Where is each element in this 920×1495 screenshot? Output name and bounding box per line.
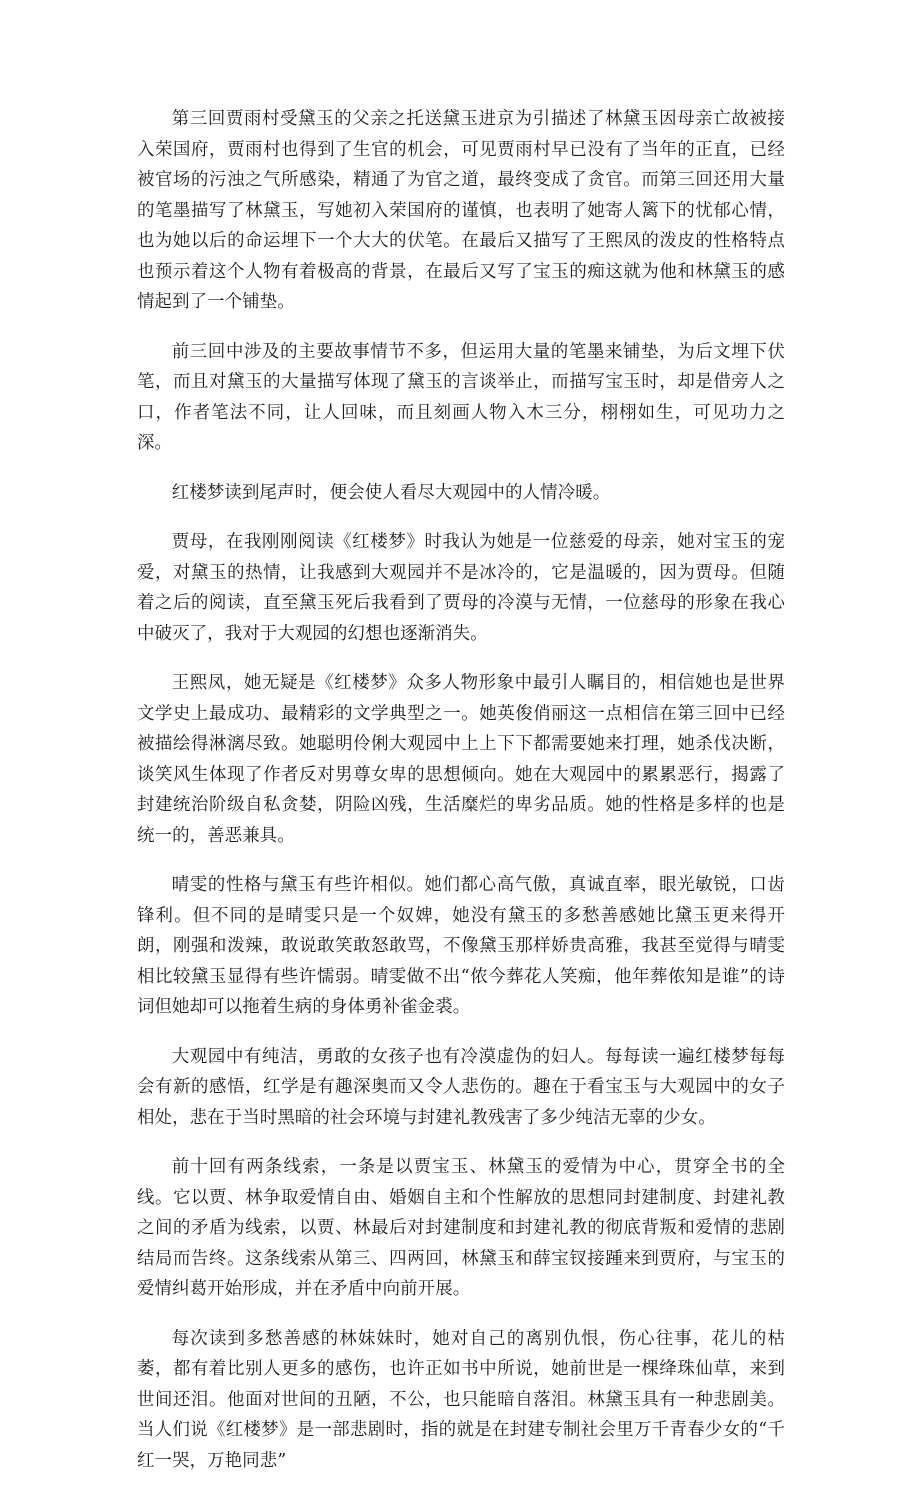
paragraph: 前十回有两条线索，一条是以贾宝玉、林黛玉的爱情为中心，贯穿全书的全线。它以贾、林争取爱情自由、婚姻自主和个性解放的思想同封建制度、封建礼教之间的矛盾为线索，以贾、林最后对封建制度和封建礼教的彻底背叛和爱情的悲剧结局而告终。这条线索从第三、四两回，林黛玉和薛宝钗接踵来到贾府，与宝玉的爱情纠葛开始形成，并在矛盾中向前开展。 — [137, 1157, 785, 1299]
paragraph: 王熙凤，她无疑是《红楼梦》众多人物形象中最引人瞩目的，相信她也是世界文学史上最成功、最精彩的文学典型之一。她英俊俏丽这一点相信在第三回中已经被描绘得淋漓尽致。她聪明伶俐大观园中上上下下都需要她来打理，她杀伐决断，谈笑风生体现了作者反对男尊女卑的思想倾向。她在大观园中的累累恶行，揭露了封建统治阶级自私贪婪，阴险凶残，生活糜烂的卑劣品质。她的性格是多样的也是统一的，善恶兼具。 — [137, 673, 785, 846]
paragraph: 每次读到多愁善感的林妹妹时，她对自己的离别仇恨，伤心往事，花儿的枯萎，都有着比别人更多的感伤，也许正如书中所说，她前世是一棵绛珠仙草，来到世间还泪。他面对世间的丑陋，不公，也只能暗自落泪。林黛玉具有一种悲剧美。当人们说《红楼梦》是一部悲剧时，指的就是在封建专制社会里万千青春少女的“千红一哭，万艳同悲” — [137, 1328, 785, 1471]
paragraph: 贾母，在我刚刚阅读《红楼梦》时我认为她是一位慈爱的母亲，她对宝玉的宠爱，对黛玉的热情，让我感到大观园并不是冰冷的，它是温暖的，因为贾母。但随着之后的阅读，直至黛玉死后我看到了贾母的冷漠与无情，一位慈母的形象在我心中破灭了，我对于大观园的幻想也逐渐消失。 — [137, 532, 785, 644]
paragraph: 红楼梦读到尾声时，便会使人看尽大观园中的人情冷暖。 — [171, 482, 611, 503]
paragraph: 第三回贾雨村受黛玉的父亲之托送黛玉进京为引描述了林黛玉因母亲亡故被接入荣国府，贾雨村也得到了生官的机会，可见贾雨村早已没有了当年的正直，已经被官场的污浊之气所感染，精通了为官之道，最终变成了贪官。而第三回还用大量的笔墨描写了林黛玉，写她初入荣国府的谨慎，也表明了她寄人篱下的忧郁心情，也为她以后的命运埋下一个大大的伏笔。在最后又描写了王熙凤的泼皮的性格特点也预示着这个人物有着极高的背景，在最后又写了宝玉的痴这就为他和林黛玉的感情起到了一个铺垫。 — [137, 109, 785, 312]
document-body — [137, 104, 785, 1495]
paragraph: 前三回中涉及的主要故事情节不多，但运用大量的笔墨来铺垫，为后文埋下伏笔，而且对黛玉的大量描写体现了黛玉的言谈举止，而描写宝玉时，却是借旁人之口，作者笔法不同，让人回味，而且刻画人物入木三分，栩栩如生，可见功力之深。 — [137, 341, 785, 453]
paragraph: 晴雯的性格与黛玉有些许相似。她们都心高气傲，真诚直率，眼光敏锐，口齿锋利。但不同的是晴雯只是一个奴婢，她没有黛玉的多愁善感她比黛玉更来得开朗，刚强和泼辣，敢说敢笑敢怒敢骂，不像黛玉那样娇贵高雅，我甚至觉得与晴雯相比较黛玉显得有些许懦弱。晴雯做不出“侬今葬花人笑痴，他年葬侬知是谁”的诗词但她却可以拖着生病的身体勇补雀金裘。 — [137, 875, 785, 1017]
paragraph: 大观园中有纯洁，勇敢的女孩子也有冷漠虚伪的妇人。每每读一遍红楼梦每每会有新的感悟，红学是有趣深奥而又令人悲伤的。趣在于看宝玉与大观园中的女子相处，悲在于当时黑暗的社会环境与封建礼教残害了多少纯洁无辜的少女。 — [137, 1046, 785, 1128]
